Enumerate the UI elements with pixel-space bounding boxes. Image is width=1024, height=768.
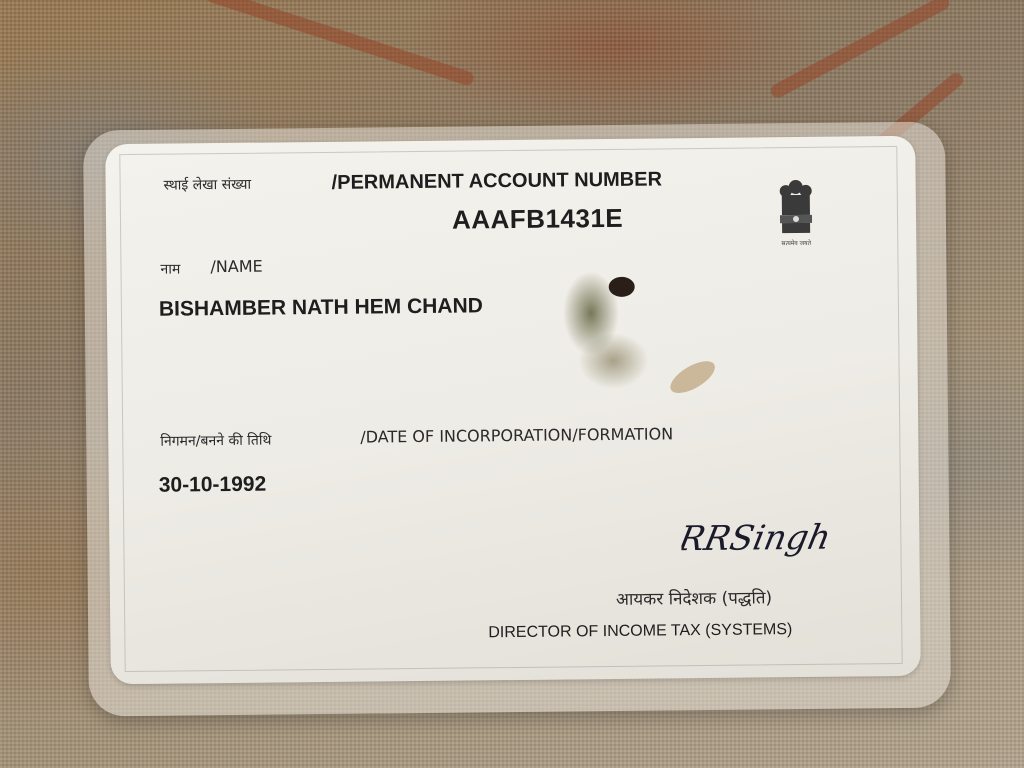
national-emblem-icon xyxy=(774,177,819,259)
rug-stripe xyxy=(768,0,951,100)
pan-card xyxy=(105,136,921,684)
rug-stripe xyxy=(205,0,476,87)
stain xyxy=(546,248,658,409)
pan-number: AAAFB1431E xyxy=(451,202,624,235)
hindi-signatory: आयकर निदेशक (पद्धति) xyxy=(615,588,773,610)
emblem-caption: सत्यमेव जयते xyxy=(781,239,812,248)
date-label: /DATE OF INCORPORATION/FORMATION xyxy=(360,424,674,447)
signatory: DIRECTOR OF INCOME TAX (SYSTEMS) xyxy=(488,621,793,642)
hindi-name-label: नाम xyxy=(160,261,181,278)
name-value: BISHAMBER NATH HEM CHAND xyxy=(158,294,483,321)
hindi-date-label: निगमन/बनने की तिथि xyxy=(160,432,272,450)
pan-heading: /PERMANENT ACCOUNT NUMBER xyxy=(331,168,663,194)
signature-text: RRSingh xyxy=(681,517,832,560)
signature xyxy=(681,509,832,575)
hindi-pan-label: स्थाई लेखा संख्या xyxy=(163,176,252,194)
date-value: 30-10-1992 xyxy=(158,472,267,497)
name-label: /NAME xyxy=(210,256,263,277)
